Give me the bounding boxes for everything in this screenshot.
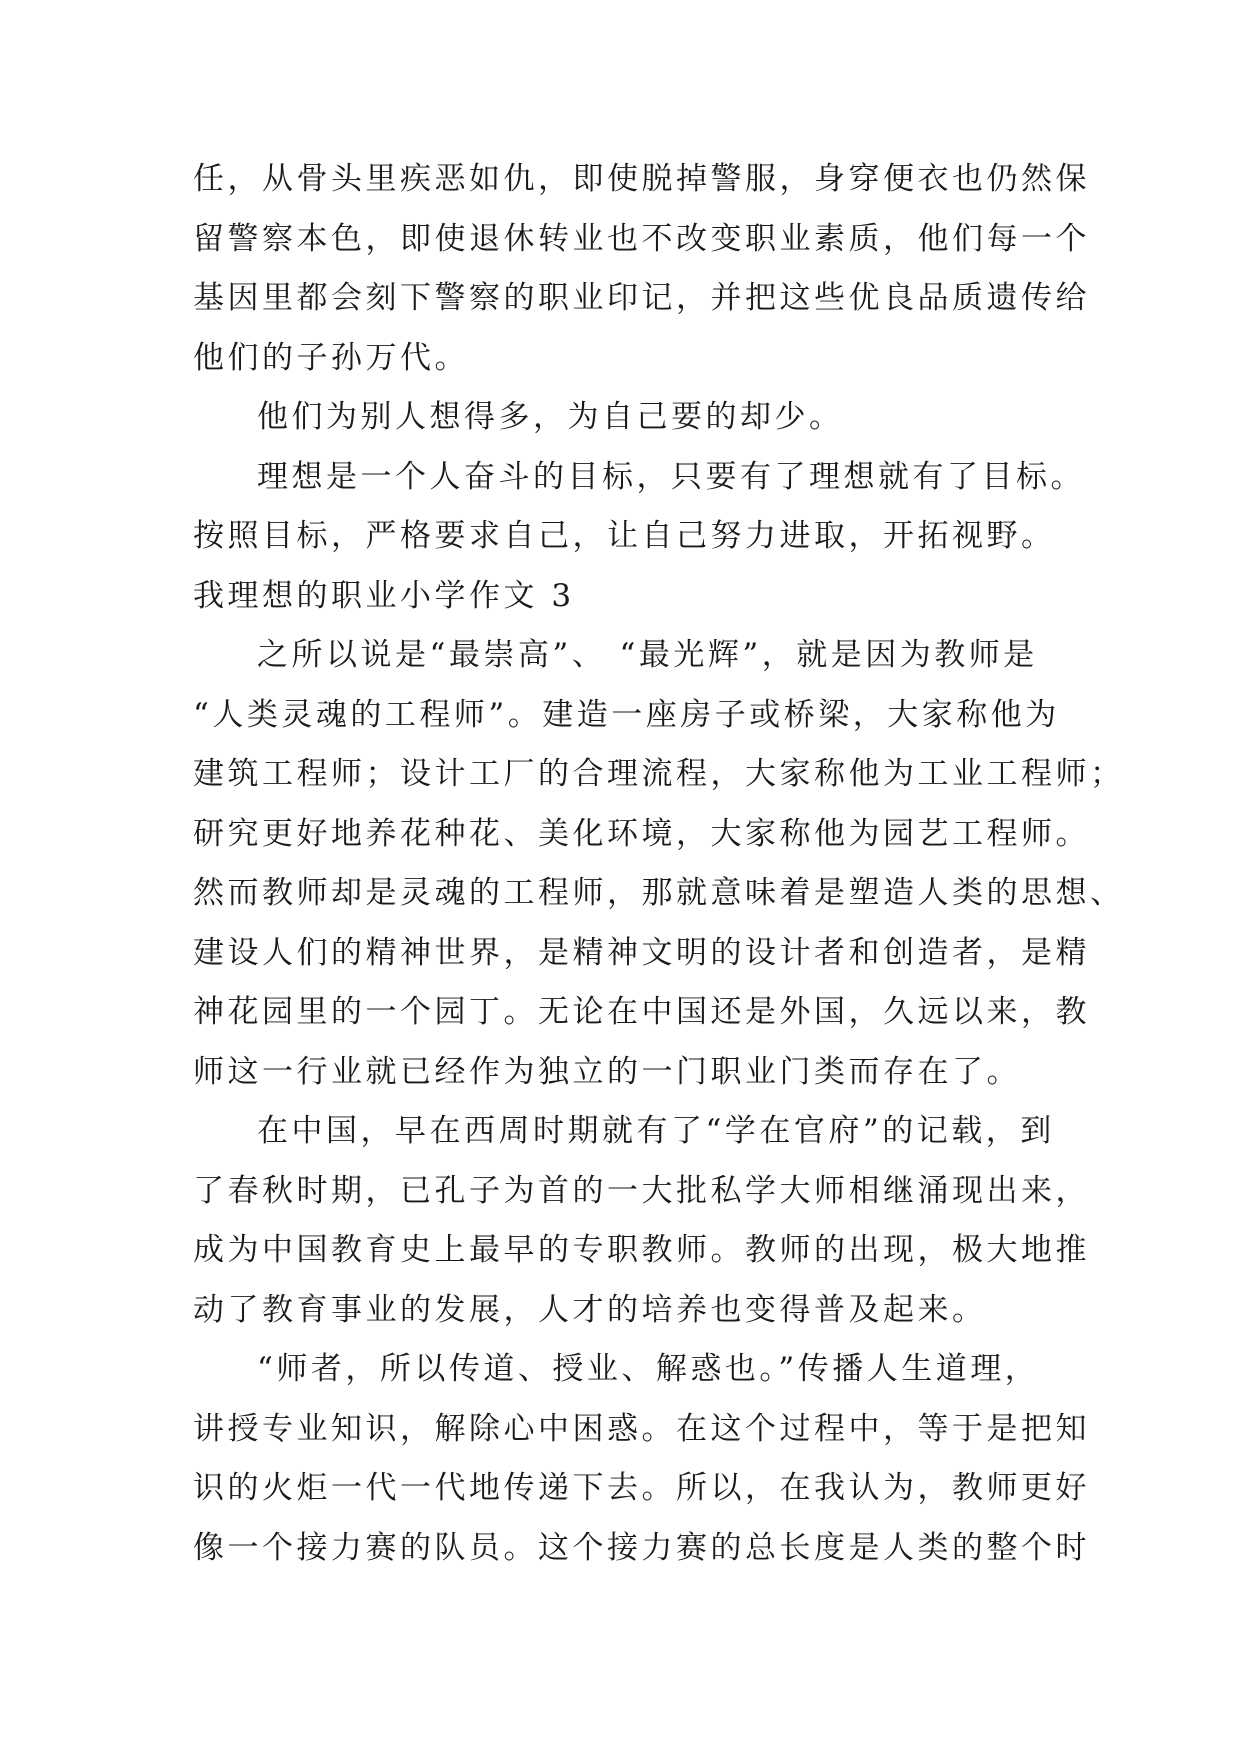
text-line: 基因里都会刻下警察的职业印记，并把这些优良品质遗传给 bbox=[193, 280, 1090, 316]
text-line: 按照目标，严格要求自己，让自己努力进取，开拓视野。 bbox=[193, 518, 1056, 554]
text-line: 任，从骨头里疾恶如仇，即使脱掉警服，身穿便衣也仍然保 bbox=[193, 161, 1090, 197]
document-body bbox=[193, 150, 1125, 1578]
text-line: 识的火炬一代一代地传递下去。所以，在我认为，教师更好 bbox=[193, 1470, 1090, 1506]
text-line: 动了教育事业的发展，人才的培养也变得普及起来。 bbox=[193, 1291, 987, 1328]
paragraph-first-line: 他们为别人想得多，为自己要的却少。 bbox=[257, 399, 844, 435]
text-line: 建设人们的精神世界，是精神文明的设计者和创造者，是精 bbox=[193, 934, 1090, 971]
section-heading: 我理想的职业小学作文 3 bbox=[193, 577, 575, 614]
text-line: 师这一行业就已经作为独立的一门职业门类而存在了。 bbox=[193, 1053, 1021, 1090]
text-line: 建筑工程师；设计工厂的合理流程，大家称他为工业工程师； bbox=[193, 756, 1125, 792]
text-line: 然而教师却是灵魂的工程师，那就意味着是塑造人类的思想、 bbox=[193, 875, 1125, 911]
text-line: 了春秋时期，已孔子为首的一大批私学大师相继涌现出来， bbox=[193, 1172, 1090, 1209]
text-line: 神花园里的一个园丁。无论在中国还是外国，久远以来，教 bbox=[193, 994, 1090, 1030]
text-line: 讲授专业知识，解除心中困惑。在这个过程中，等于是把知 bbox=[193, 1410, 1090, 1447]
text-line: 成为中国教育史上最早的专职教师。教师的出现，极大地推 bbox=[193, 1232, 1090, 1268]
paragraph-first-line: 理想是一个人奋斗的目标，只要有了理想就有了目标。 bbox=[257, 458, 1085, 495]
text-line: “人类灵魂的工程师”。建造一座房子或桥梁，大家称他为 bbox=[193, 696, 1060, 733]
paragraph-first-line: 之所以说是“最崇高”、 “最光辉”，就是因为教师是 bbox=[257, 637, 1038, 673]
text-line: 留警察本色，即使退休转业也不改变职业素质，他们每一个 bbox=[193, 220, 1090, 257]
text-line: 像一个接力赛的队员。这个接力赛的总长度是人类的整个时 bbox=[193, 1529, 1090, 1566]
text-line: 他们的子孙万代。 bbox=[193, 339, 469, 376]
paragraph-first-line: 在中国，早在西周时期就有了“学在官府”的记载，到 bbox=[257, 1113, 1055, 1149]
text-line: 研究更好地养花种花、美化环境，大家称他为园艺工程师。 bbox=[193, 815, 1090, 852]
paragraph-first-line: “师者，所以传道、授业、解惑也。”传播人生道理， bbox=[257, 1351, 1040, 1387]
